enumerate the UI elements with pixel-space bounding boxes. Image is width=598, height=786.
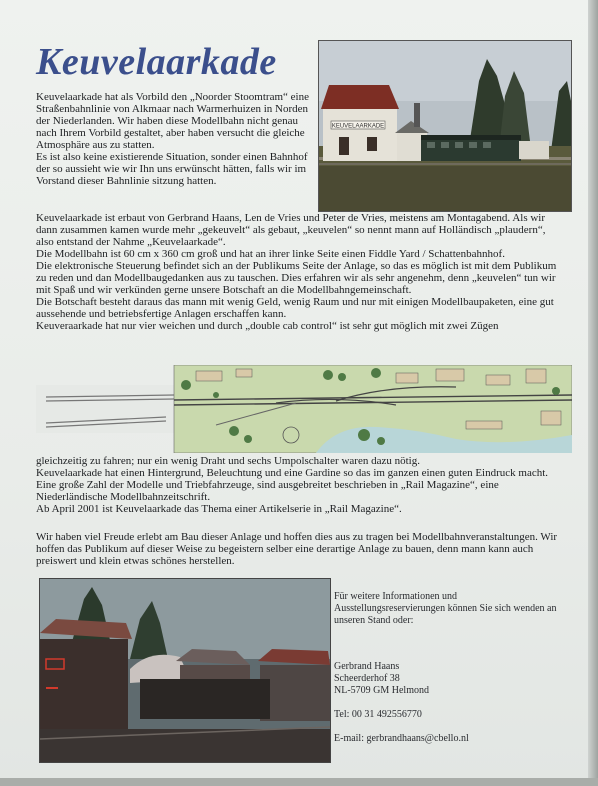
track-plan [36, 365, 572, 453]
contact-city: NL-5709 GM Helmond [334, 685, 429, 696]
board-edge [0, 778, 598, 786]
page-title: Keuvelaarkade [36, 41, 277, 83]
paragraph: Keuveraarkade hat nur vier weichen und durch „double cab control“ ist sehr gut möglich mit zwei Zügen [36, 320, 499, 332]
contact-street: Scheerderhof 38 [334, 673, 400, 684]
board-edge [588, 0, 598, 786]
contact-address [334, 661, 564, 745]
paragraph: Es ist also keine existierende Situation, sonder einen Bahnhof der so aussieht wie wir Ihn uns erwünscht hätten, falls wir im Vorstand dieser Bahnlinie sitzung hatten. [36, 151, 308, 187]
contact-phone: Tel: 00 31 492556770 [334, 709, 422, 720]
paragraph: Keuvelaarkade ist erbaut von Gerbrand Haans, Len de Vries und Peter de Vries, meistens am Montagabend. Als wir dann zusammen kamen wurde mehr „gekeuvelt“ als gebaut, „keuvelen“ so nennt mann auf Holländisch „plaudern“, also entstand der Nahme „Keuvelaarkade“. [36, 212, 546, 248]
station-photo [318, 40, 572, 212]
continued-text [36, 455, 561, 515]
paragraph: Ab April 2001 ist Keuvelaarkade das Thema einer Artikelserie in „Rail Magazine“. [36, 503, 402, 515]
station-sign: KEUVELAARKADE [331, 123, 385, 130]
paragraph: Die Modellbahn ist 60 cm x 360 cm groß und hat an ihrer linke Seite einen Fiddle Yard / Schattenbahnhof. [36, 248, 505, 260]
body-text [36, 212, 561, 332]
contact-intro: Für weitere Informationen und Ausstellungsreservierungen können Sie sich wenden an unseren Stand oder: [334, 591, 557, 626]
layout-photo [39, 578, 331, 763]
closing-text [36, 531, 561, 567]
paragraph: Keuvelaarkade hat einen Hintergrund, Beleuchtung und eine Gardine so das im ganzen einen guten Eindruck macht. [36, 467, 549, 479]
intro-text [36, 91, 314, 187]
paragraph: Die elektronische Steuerung befindet sich an der Publikums Seite der Anlage, so das es möglich ist mit dem Publikum zu reden und dan Modellbaugedanken aus zu tauschen. Dies erfahren wir als sehr angenehm, denn „keuvelen“ tun wir mit Spaß und wir verkünden gerne unsere Botschaft an die Modellbahngemeinschaft. [36, 260, 557, 296]
contact-name: Gerbrand Haans [334, 661, 400, 672]
paragraph: Die Botschaft besteht daraus das mann mit wenig Geld, wenig Raum und nur mit einigen Modellbaupaketen, eine gut aussehende und betriebsfertige Anlagen erschaffen kann. [36, 296, 554, 320]
paragraph: Eine große Zahl der Modelle und Triebfahrzeuge, sind ausgebreitet beschrieben in „Rail Magazine“, eine Niederländische Modellbahnzeitschrift. [36, 479, 499, 503]
paragraph: Wir haben viel Freude erlebt am Bau dieser Anlage und hoffen dies aus zu tragen bei Modellbahnveranstaltungen. Wir hoffen das Publikum auf dieser Weise zu begeistern selber eine derartige Anlage zu bauen, denn mann kann auch preiswert und klein etwas schönes herstellen. [36, 531, 558, 567]
paragraph: gleichzeitig zu fahren; nur ein wenig Draht und sechs Umpolschalter waren dazu nötig. [36, 455, 420, 467]
contact-email: E-mail: gerbrandhaans@cbello.nl [334, 733, 469, 744]
paragraph: Keuvelaarkade hat als Vorbild den „Noorder Stoomtram“ eine Straßenbahnlinie von Alkmaar nach Warmerhuizen in Norden der Niederlanden. Wir haben diese Modellbahn nicht genau nach Ihrem Vorbild gestaltet, aber haben versucht die gleiche Atmosphäre aus zu statten. [36, 91, 309, 151]
contact-info [334, 591, 564, 627]
